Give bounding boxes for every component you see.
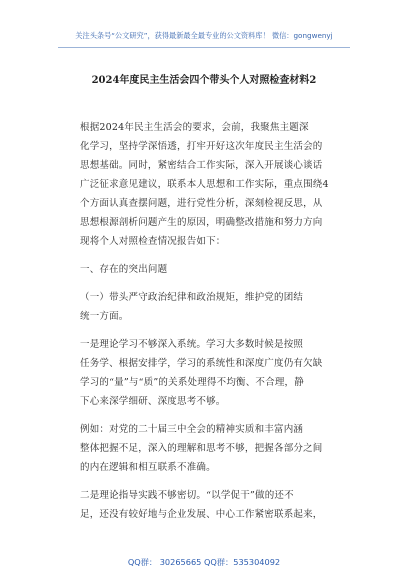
text-line: 统一方面。 — [80, 311, 129, 322]
text-line: 思想基础。同时，紧密结合工作实际，深入开展谈心谈话 — [80, 160, 323, 171]
text-line: 学习的“量”与“质”的关系处理得不均衡、不合理，静 — [80, 377, 304, 388]
text-line: 化学习，坚持学深悟透，打牢开好这次年度民主生活会的 — [80, 141, 323, 152]
text-line: 的内在逻辑和相互联系不准确。 — [80, 462, 216, 473]
header-promo-note: 关注头条号“公文研究”，获得最新最全最专业的公文资料库！ 微信：gongwenyj — [75, 31, 333, 40]
paragraph-intro — [61, 118, 347, 251]
text-line: （一）带头严守政治纪律和政治规矩，维护党的团结 — [80, 292, 304, 303]
paragraph-example — [61, 420, 347, 477]
text-line: 二是理论指导实践不够密切。“以学促干”做的还不 — [80, 490, 294, 501]
text-line: 个方面认真查摆问题，进行党性分析，深刻检视反思，从 — [80, 198, 323, 209]
text-line: 根据2024年民主生活会的要求，会前，我聚焦主题深 — [80, 122, 309, 133]
text-line: 现将个人对照检查情况报告如下： — [80, 236, 226, 247]
text-line: 任务学、根据安排学，学习的系统性和深度广度仍有欠缺 — [80, 358, 323, 369]
paragraph-point-1 — [61, 335, 347, 411]
paragraph-point-2 — [61, 486, 347, 524]
text-line: 一、存在的突出问题 — [80, 264, 168, 275]
section-heading-1 — [61, 260, 347, 279]
document-title: 2024年度民主生活会四个带头个人对照检查材料2 — [91, 75, 317, 86]
text-line: 一是理论学习不够深入系统。学习大多数时候是按照 — [80, 339, 304, 350]
footer-contact-note: QQ群： 30265665 QQ群：535304092 — [127, 557, 281, 567]
document-body — [61, 118, 347, 533]
text-line: 例如：对党的二十届三中全会的精神实质和丰富内涵 — [80, 424, 304, 435]
header-divider — [58, 47, 350, 48]
text-line: 思想根源剖析问题产生的原因，明确整改措施和努力方向 — [80, 217, 323, 228]
text-line: 广泛征求意见建议，联系本人思想和工作实际，重点围绕4 — [80, 179, 329, 190]
text-line: 下心来深学细研、深度思考不够。 — [80, 396, 226, 407]
subsection-heading-1 — [61, 288, 347, 326]
text-line: 整体把握不足，深入的理解和思考不够，把握各部分之间 — [80, 443, 323, 454]
text-line: 足，还没有较好地与企业发展、中心工作紧密联系起来， — [80, 509, 323, 520]
